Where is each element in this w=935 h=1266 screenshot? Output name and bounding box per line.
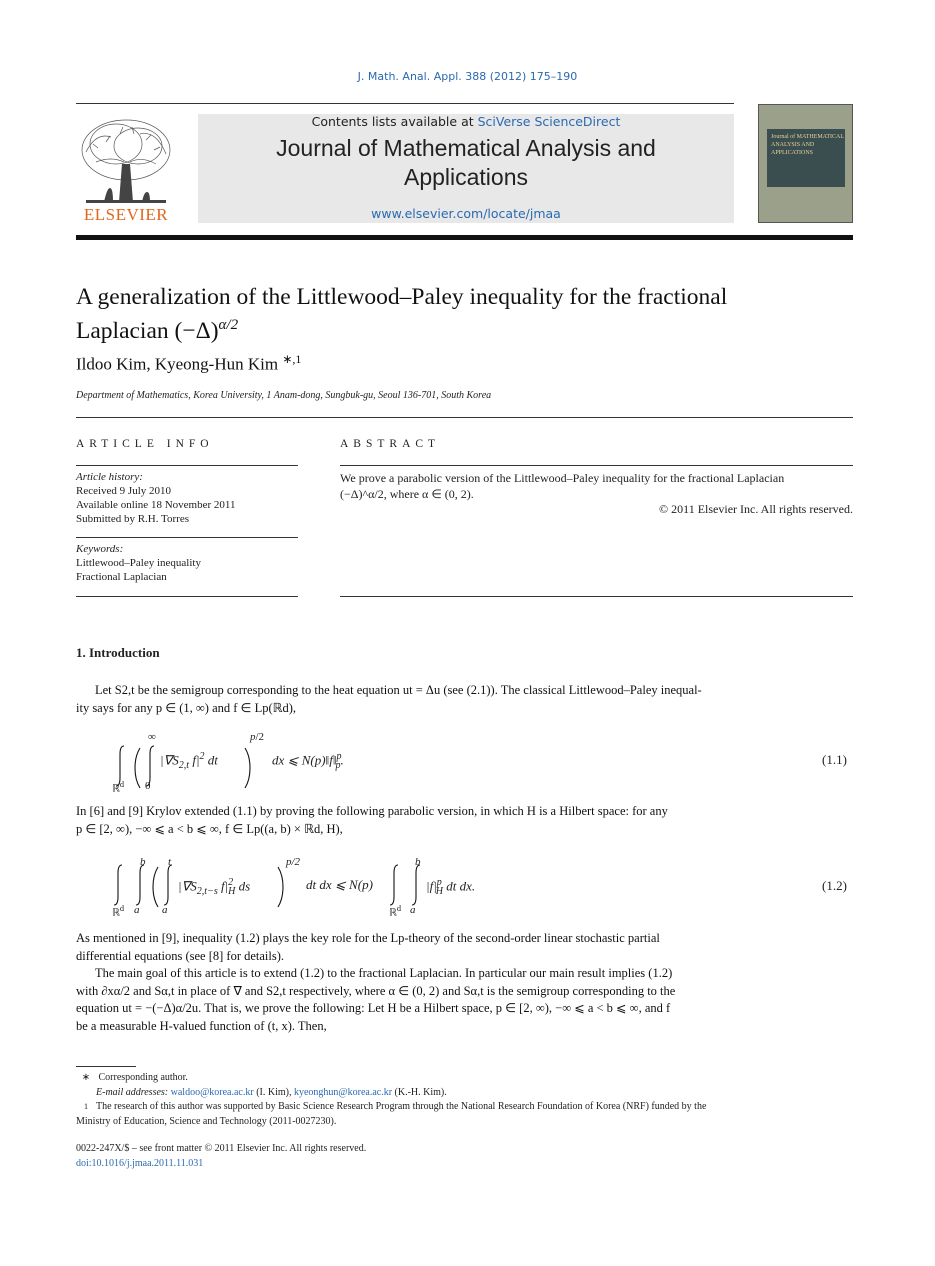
footnote-funding-line2: Ministry of Education, Science and Technology (2011-0027230). bbox=[76, 1115, 337, 1127]
author-marks[interactable]: ∗,1 bbox=[282, 352, 302, 366]
para4-line4: be a measurable H-valued function of (t, x). Then, bbox=[76, 1018, 327, 1033]
authors bbox=[76, 352, 301, 375]
keyword-item: Fractional Laplacian bbox=[76, 571, 167, 583]
title-line2-text: Laplacian bbox=[76, 317, 175, 344]
journal-cover-thumbnail[interactable] bbox=[758, 104, 853, 223]
intro-paragraph-2 bbox=[76, 803, 853, 838]
sciencedirect-link[interactable]: SciVerse ScienceDirect bbox=[477, 114, 621, 129]
eq1-integrand: $|\nabla S_{2,t}$ $f|^2$ dt bbox=[160, 751, 218, 771]
received-date: Received 9 July 2010 bbox=[76, 485, 172, 497]
para1-line2: ity says for any p ∈ (1, ∞) and f ∈ Lp(ℝd), bbox=[76, 700, 297, 715]
available-date: Available online 18 November 2011 bbox=[76, 499, 236, 511]
doi-link[interactable]: doi:10.1016/j.jmaa.2011.11.031 bbox=[76, 1157, 204, 1169]
eq2-domain2: ℝ$^d$ bbox=[389, 904, 402, 919]
cover-title: Journal of MATHEMATICAL ANALYSIS AND APPLICATIONS bbox=[771, 134, 844, 156]
intro-paragraph-1 bbox=[76, 682, 853, 717]
header-bottom-rule bbox=[76, 235, 853, 240]
abstract-line1: We prove a parabolic version of the Littlewood–Paley inequality for the fractional Laplacian bbox=[340, 471, 785, 485]
keywords bbox=[76, 542, 298, 584]
header-top-rule bbox=[76, 103, 734, 104]
footnote-star-mark: ∗ bbox=[81, 1072, 91, 1083]
eq2-domain: ℝ$^d$ bbox=[112, 904, 125, 919]
footnote-funding-line1: The research of this author was supported by Basic Science Research Program through the National Research Foundation of Korea (NRF) funded by the bbox=[96, 1101, 707, 1112]
section-heading: 1. Introduction bbox=[76, 645, 160, 660]
issn-line: 0022-247X/$ – see front matter © 2011 Elsevier Inc. All rights reserved. bbox=[76, 1143, 367, 1154]
para4-line3: equation ut = −(−Δ)α/2u. That is, we prove the following: Let H be a Hilbert space, p ∈ [2, ∞), −∞ ⩽ a < b ⩽ ∞, and f bbox=[76, 1001, 671, 1015]
eq2-limit-b2: b bbox=[415, 856, 421, 868]
para4-line1: The main goal of this article is to extend (1.2) to the fractional Laplacian. In particular our main result implies (1.2) bbox=[95, 966, 673, 980]
keywords-label: Keywords: bbox=[76, 543, 124, 555]
footnote-emails bbox=[76, 1086, 853, 1101]
para2-line1: In [6] and [9] Krylov extended (1.1) by proving the following parabolic version, in which H is a Hilbert space: for any bbox=[76, 804, 668, 818]
journal-title bbox=[198, 134, 734, 192]
eq2-rhs: $|f|^p_H$ dt dx. bbox=[426, 877, 476, 897]
eq2-middle: dt dx ⩽ N(p) bbox=[306, 877, 373, 892]
para1-line1: Let S2,t be the semigroup corresponding to the heat equation ut = Δu (see (2.1)). The classical Littlewood–Paley inequal- bbox=[95, 683, 702, 697]
info-rule bbox=[76, 596, 298, 597]
footnote-one-mark: 1 bbox=[84, 1102, 88, 1111]
footnotes bbox=[76, 1071, 853, 1129]
journal-title-line2: Applications bbox=[403, 164, 529, 190]
eq1-lower-limit: 0 bbox=[145, 780, 151, 792]
journal-citation[interactable]: J. Math. Anal. Appl. 388 (2012) 175–190 bbox=[357, 70, 578, 83]
email-owner-1: (I. Kim), bbox=[256, 1086, 292, 1098]
equation-number[interactable]: (1.1) bbox=[822, 752, 847, 767]
contents-prefix: Contents lists available at bbox=[311, 114, 478, 129]
submitted-by: Submitted by R.H. Torres bbox=[76, 513, 189, 525]
footnote-funding bbox=[76, 1100, 853, 1115]
footnote-corresponding bbox=[76, 1071, 853, 1086]
footnote-rule bbox=[76, 1066, 136, 1067]
eq1-upper-limit: ∞ bbox=[148, 731, 156, 743]
journal-title-line1: Journal of Mathematical Analysis and bbox=[276, 135, 656, 161]
abstract-rule bbox=[340, 465, 853, 466]
eq2-limit-b: b bbox=[140, 856, 146, 868]
info-rule bbox=[76, 465, 298, 466]
info-rule bbox=[76, 537, 298, 538]
intro-paragraph-4 bbox=[76, 965, 853, 1035]
affiliation: Department of Mathematics, Korea University, 1 Anam-dong, Sungbuk-gu, Seoul 136-701, South Korea bbox=[76, 390, 492, 401]
email-link-2[interactable]: kyeonghun@korea.ac.kr bbox=[293, 1086, 393, 1098]
article-info-heading: ARTICLE INFO bbox=[76, 438, 214, 450]
abstract-heading: ABSTRACT bbox=[340, 438, 441, 450]
para2-line2: p ∈ [2, ∞), −∞ ⩽ a < b ⩽ ∞, f ∈ Lp((a, b) × ℝd, H), bbox=[76, 821, 343, 836]
para4-line2: with ∂xα/2 and Sα,t in place of ∇ and S2,t respectively, where α ∈ (0, 2) and Sα,t is the semigroup corresponding to the bbox=[76, 983, 676, 998]
keyword-item: Littlewood–Paley inequality bbox=[76, 557, 201, 569]
eq2-integrand: $|\nabla S_{2,t-s}$ $f|^2_H$ ds bbox=[178, 877, 251, 897]
para3-line1: As mentioned in [9], inequality (1.2) plays the key role for the Lp-theory of the second-order linear stochastic partial bbox=[76, 931, 660, 945]
title-math: (−Δ) bbox=[174, 317, 219, 344]
footnote-star-text: Corresponding author. bbox=[98, 1072, 188, 1083]
elsevier-wordmark[interactable]: ELSEVIER bbox=[83, 205, 169, 224]
para3-line2: differential equations (see [8] for details). bbox=[76, 948, 285, 963]
email-link-1[interactable]: waldoo@korea.ac.kr bbox=[170, 1086, 254, 1098]
abstract-text bbox=[340, 470, 853, 502]
eq1-domain: ℝ$^d$ bbox=[112, 780, 125, 795]
author-names: Ildoo Kim, Kyeong-Hun Kim bbox=[76, 354, 279, 374]
journal-url-link[interactable]: www.elsevier.com/locate/jmaa bbox=[371, 206, 561, 221]
email-label: E-mail addresses: bbox=[96, 1086, 169, 1098]
contents-line bbox=[198, 114, 734, 129]
eq2-limit-t: t bbox=[168, 856, 172, 868]
intro-paragraph-3 bbox=[76, 930, 853, 965]
abstract-line2: (−Δ)^α/2, where α ∈ (0, 2). bbox=[340, 487, 474, 501]
abstract-copyright: © 2011 Elsevier Inc. All rights reserved. bbox=[659, 502, 853, 516]
title-line2 bbox=[76, 311, 856, 345]
title-line1: A generalization of the Littlewood–Paley inequality for the fractional bbox=[76, 284, 728, 310]
history-label: Article history: bbox=[76, 471, 143, 483]
abstract-rule bbox=[340, 596, 853, 597]
eq2-limit-a2: a bbox=[162, 904, 168, 916]
title-rule bbox=[76, 417, 853, 418]
front-matter bbox=[76, 1142, 853, 1171]
title-math-sup: α/2 bbox=[218, 317, 239, 333]
eq2-limit-a: a bbox=[134, 904, 140, 916]
paper-title bbox=[76, 283, 856, 345]
eq1-rhs: dx ⩽ N(p)‖f‖$^p_p$. bbox=[272, 751, 344, 771]
tree-icon bbox=[76, 112, 176, 208]
eq2-power: p/2 bbox=[286, 856, 301, 868]
eq1-power: p/2 bbox=[250, 731, 265, 743]
eq2-limit-a3: a bbox=[410, 904, 416, 916]
email-owner-2: (K.-H. Kim). bbox=[394, 1086, 447, 1098]
equation-number[interactable]: (1.2) bbox=[822, 878, 847, 893]
article-history bbox=[76, 470, 298, 526]
